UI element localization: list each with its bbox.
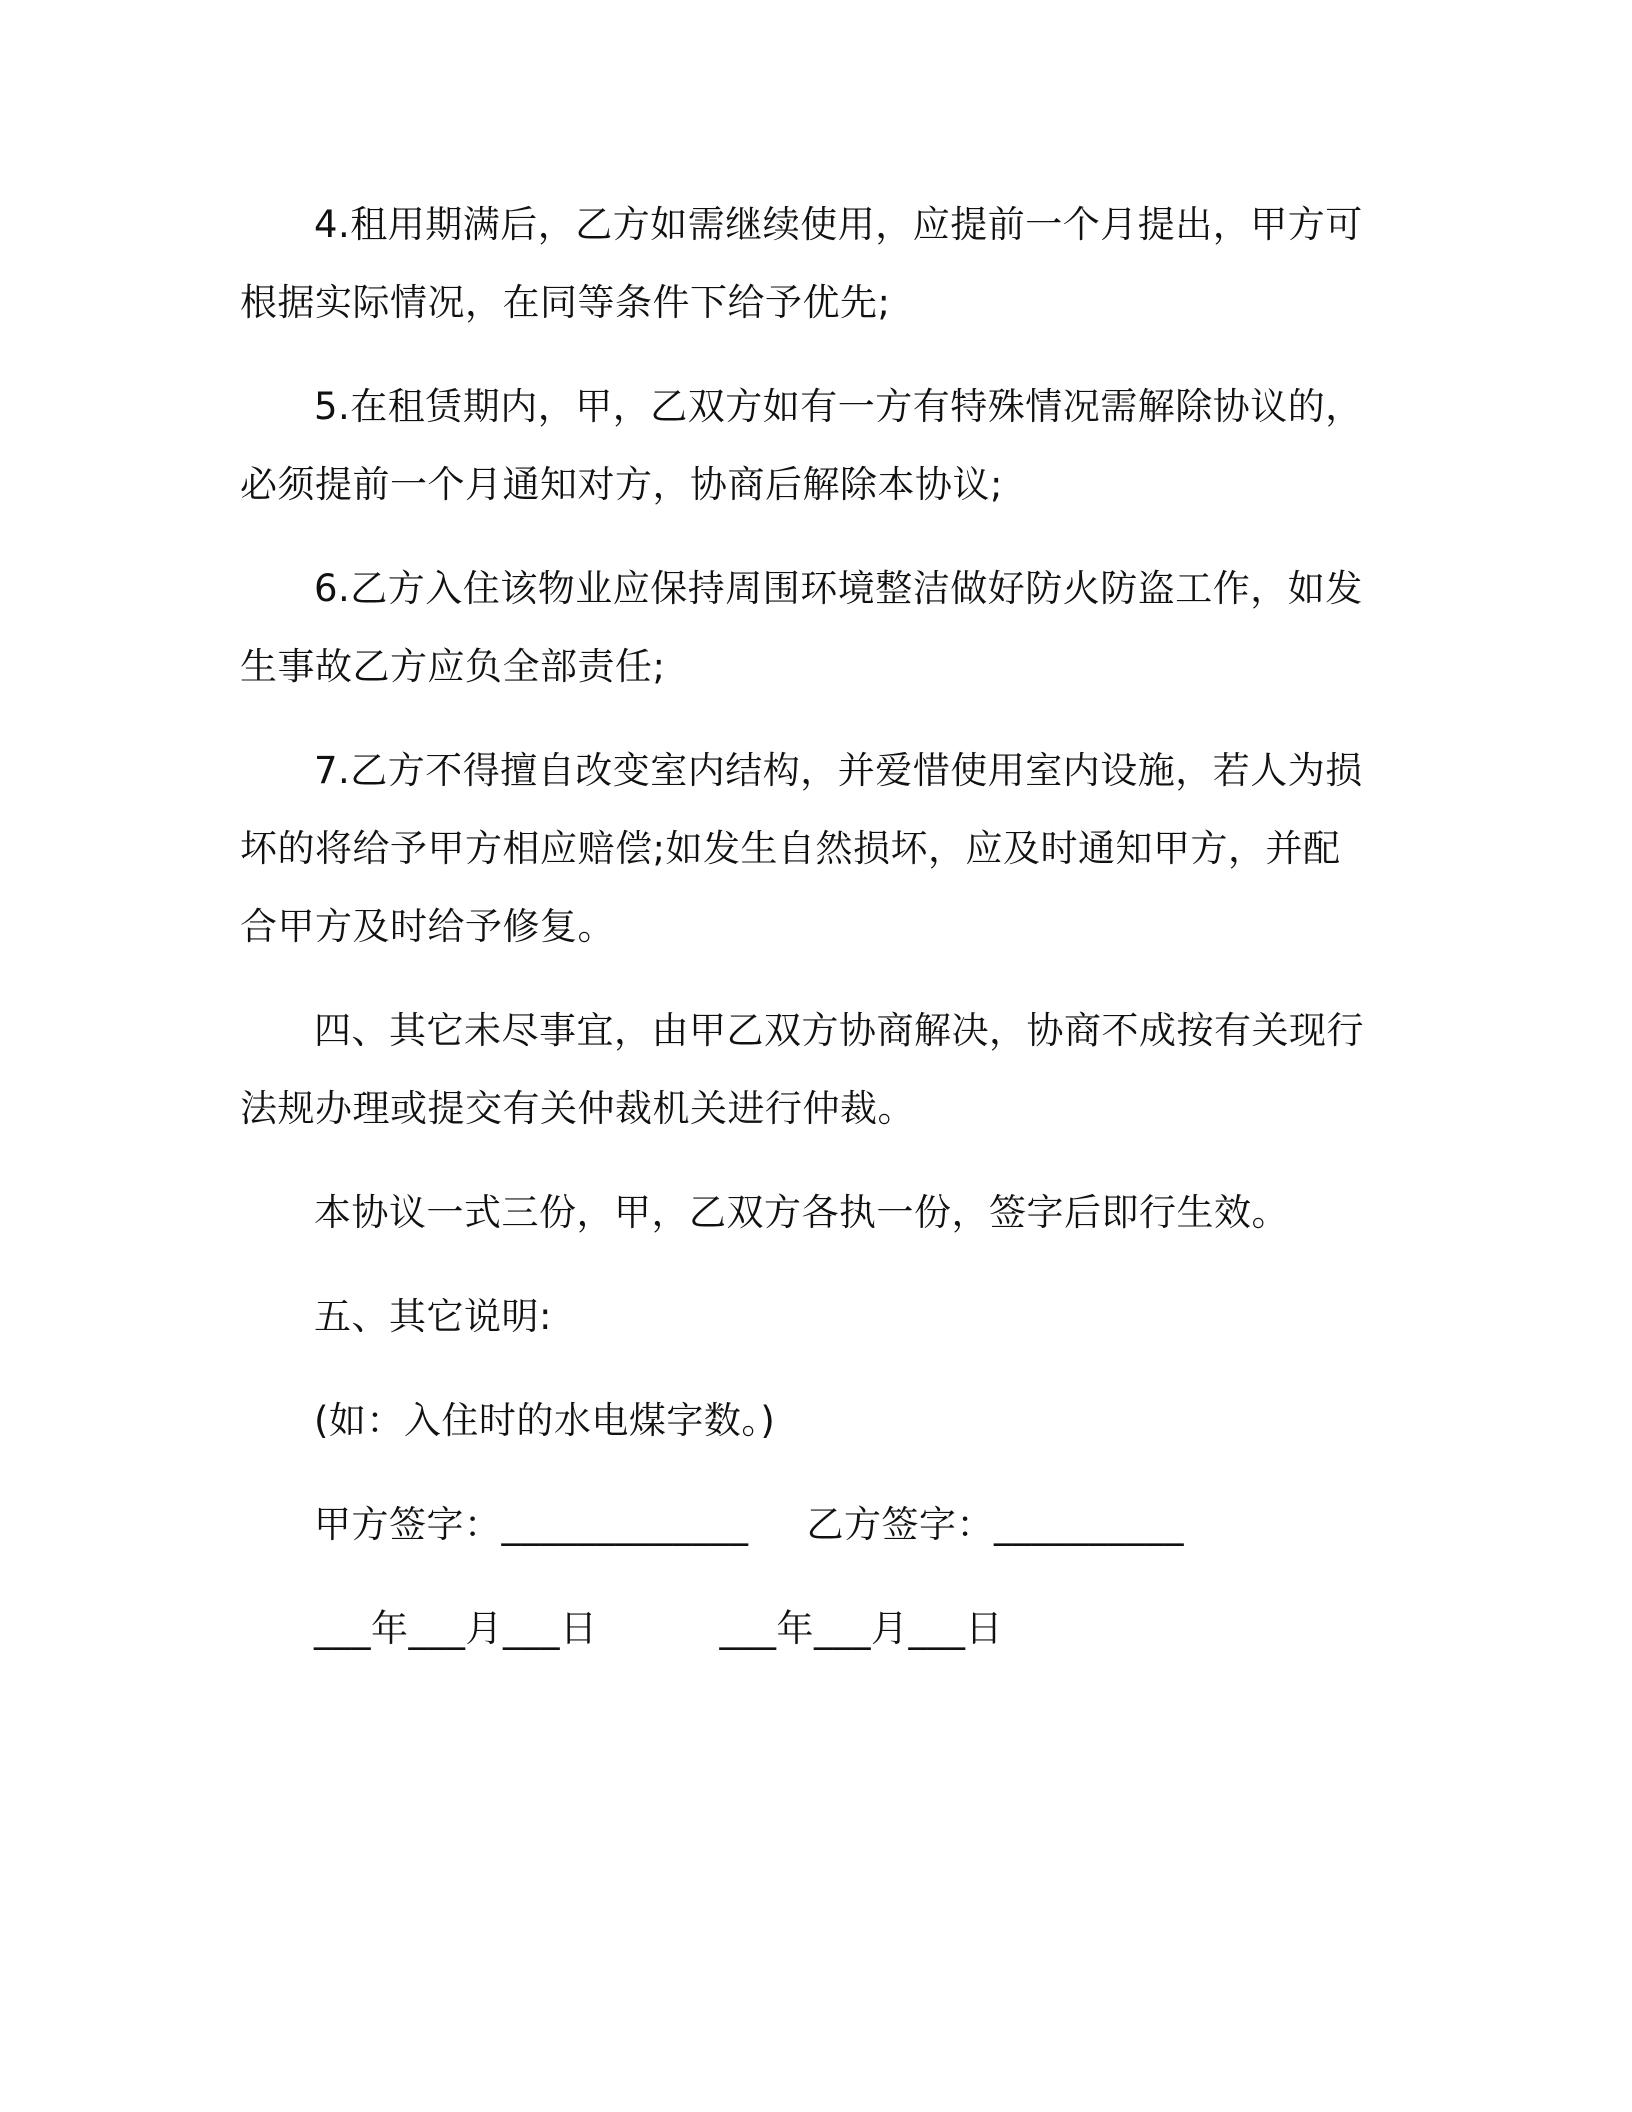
party-a-date: ___年___月___日: [314, 1607, 598, 1650]
clause-7: 7.乙方不得擅自改变室内结构，并爱惜使用室内设施，若人为损坏的将给予甲方相应赔偿;如发生自然损坏，应及时通知甲方，并配合甲方及时给予修复。: [240, 749, 1363, 948]
document-body: [240, 186, 1370, 1668]
clause-5: 5.在租赁期内，甲，乙双方如有一方有特殊情况需解除协议的，必须提前一个月通知对方，协商后解除本协议;: [240, 385, 1363, 506]
date-row: [240, 1590, 1370, 1668]
party-a-signature: [314, 1486, 749, 1564]
party-b-signature-blank: __________: [994, 1503, 1184, 1546]
section-five-heading: 五、其它说明:: [314, 1295, 552, 1338]
clause-4: 4.租用期满后，乙方如需继续使用，应提前一个月提出，甲方可根据实际情况，在同等条件下给予优先;: [240, 203, 1363, 324]
party-a-signature-blank: _____________: [501, 1503, 749, 1546]
example-note: (如：入住时的水电煤字数。): [314, 1399, 776, 1442]
party-a-signature-label: 甲方签字：: [314, 1503, 502, 1546]
signature-row: [240, 1486, 1370, 1564]
party-b-signature-label: 乙方签字：: [806, 1503, 994, 1546]
clause-6: 6.乙方入住该物业应保持周围环境整洁做好防火防盗工作，如发生事故乙方应负全部责任;: [240, 567, 1363, 688]
party-b-date: ___年___月___日: [719, 1607, 1003, 1650]
party-b-signature: [807, 1486, 1185, 1564]
copies-note: 本协议一式三份，甲，乙双方各执一份，签字后即行生效。: [314, 1191, 1289, 1234]
section-four-paragraph: 四、其它未尽事宜，由甲乙双方协商解决，协商不成按有关现行法规办理或提交有关仲裁机关进行仲裁。: [240, 1009, 1364, 1130]
